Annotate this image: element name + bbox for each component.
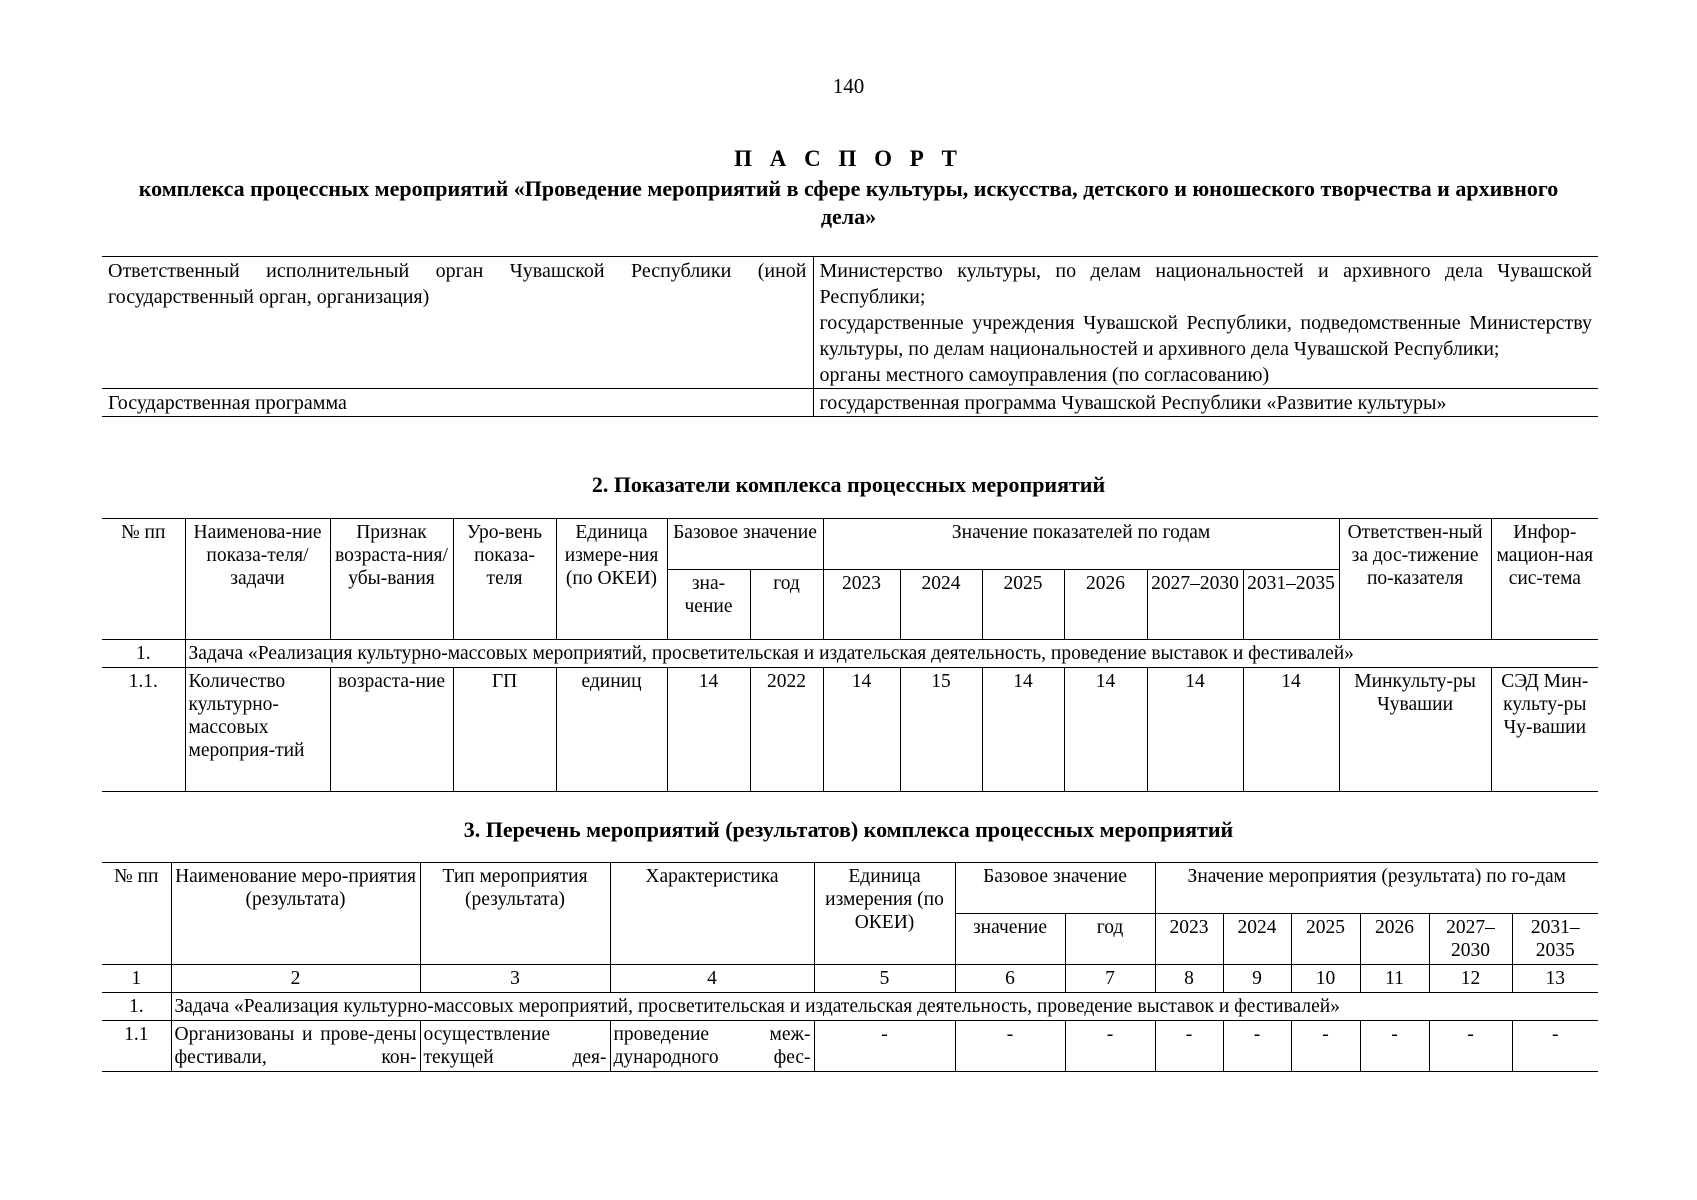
col-header-year: 2031–2035 bbox=[1512, 914, 1598, 965]
info-value-line: государственные учреждения Чувашской Республики, подведомственные Министерству культуры, по делам национальностей и архивного дела Чувашской Республики; bbox=[819, 312, 1592, 360]
row-cell: - bbox=[1065, 1021, 1155, 1072]
row-value: 14 bbox=[1147, 668, 1243, 792]
col-number: 12 bbox=[1429, 965, 1512, 993]
col-header-unit: Единица измере-ния (по ОКЕИ) bbox=[556, 519, 667, 640]
row-value: 14 bbox=[1243, 668, 1339, 792]
info-label: Государственная программа bbox=[102, 389, 813, 417]
row-cell: - bbox=[1512, 1021, 1598, 1072]
task-text: Задача «Реализация культурно-массовых мероприятий, просветительская и издательская деятельность, проведение выставок и фестивалей» bbox=[185, 640, 1598, 668]
col-header-base-value: зна-чение bbox=[667, 570, 750, 640]
info-value-line: Министерство культуры, по делам национальностей и архивного дела Чувашской Республики; bbox=[819, 260, 1592, 308]
col-header-year: 2031–2035 bbox=[1243, 570, 1339, 640]
row-cell: - bbox=[1360, 1021, 1429, 1072]
row-cell: - bbox=[1155, 1021, 1223, 1072]
col-header-year: 2025 bbox=[1291, 914, 1360, 965]
col-header-type: Тип мероприятия (результата) bbox=[420, 863, 610, 965]
row-info-system: СЭД Мин-культу-ры Чу-вашии bbox=[1491, 668, 1598, 792]
section-2-title: 2. Показатели комплекса процессных мероприятий bbox=[591, 472, 1106, 497]
col-number: 10 bbox=[1291, 965, 1360, 993]
col-header-base-year: год bbox=[1065, 914, 1155, 965]
col-number: 4 bbox=[610, 965, 814, 993]
col-number: 13 bbox=[1512, 965, 1598, 993]
info-row-program bbox=[102, 389, 1598, 417]
col-header-num: № пп bbox=[102, 863, 171, 965]
passport-info-table bbox=[102, 256, 1598, 417]
col-header-characteristic: Характеристика bbox=[610, 863, 814, 965]
row-cell: - bbox=[1223, 1021, 1291, 1072]
info-row-responsible bbox=[102, 257, 1598, 389]
row-unit: единиц bbox=[556, 668, 667, 792]
info-value bbox=[813, 257, 1598, 389]
col-header-sign: Признак возраста-ния/ убы-вания bbox=[330, 519, 453, 640]
col-header-base-value: значение bbox=[955, 914, 1065, 965]
col-header-year: 2026 bbox=[1064, 570, 1147, 640]
column-numbers-row bbox=[102, 965, 1598, 993]
row-level: ГП bbox=[453, 668, 556, 792]
document-title: П А С П О Р Т bbox=[734, 146, 963, 171]
row-cell: - bbox=[1291, 1021, 1360, 1072]
task-text: Задача «Реализация культурно-массовых мероприятий, просветительская и издательская деятельность, проведение выставок и фестивалей» bbox=[171, 993, 1598, 1021]
section-3-title: 3. Перечень мероприятий (результатов) комплекса процессных мероприятий bbox=[463, 817, 1234, 842]
col-number: 11 bbox=[1360, 965, 1429, 993]
table-row bbox=[102, 668, 1598, 792]
row-cell: - bbox=[814, 1021, 955, 1072]
col-header-info-system: Инфор-мацион-ная сис-тема bbox=[1491, 519, 1598, 640]
row-name: Количество культурно-массовых мероприя-тий bbox=[185, 668, 330, 792]
col-header-base-year: год bbox=[750, 570, 823, 640]
col-number: 5 bbox=[814, 965, 955, 993]
col-header-year: 2024 bbox=[1223, 914, 1291, 965]
task-row bbox=[102, 640, 1598, 668]
indicators-table bbox=[102, 518, 1598, 792]
row-value: 15 bbox=[900, 668, 982, 792]
col-header-year: 2027–2030 bbox=[1147, 570, 1243, 640]
row-value: 14 bbox=[1064, 668, 1147, 792]
row-value: 14 bbox=[982, 668, 1064, 792]
task-num: 1. bbox=[102, 640, 185, 668]
info-value-line: органы местного самоуправления (по согласованию) bbox=[819, 364, 1270, 386]
row-cell: - bbox=[955, 1021, 1065, 1072]
row-num: 1.1 bbox=[102, 1021, 171, 1072]
col-header-year: 2023 bbox=[1155, 914, 1223, 965]
row-characteristic: проведение меж-дународного фес- bbox=[610, 1021, 814, 1072]
document-subtitle: комплекса процессных мероприятий «Проведение мероприятий в сфере культуры, искусства, детского и юношеского творчества и архивного дела» bbox=[138, 176, 1559, 229]
col-header-unit: Единица измерения (по ОКЕИ) bbox=[814, 863, 955, 965]
info-label: Ответственный исполнительный орган Чувашской Республики (иной государственный орган, организация) bbox=[102, 257, 813, 389]
row-num: 1.1. bbox=[102, 668, 185, 792]
col-header-base: Базовое значение bbox=[955, 863, 1155, 914]
page-number: 140 bbox=[832, 74, 865, 98]
col-header-by-years: Значение показателей по годам bbox=[823, 519, 1339, 570]
row-cell: - bbox=[1429, 1021, 1512, 1072]
row-sign: возраста-ние bbox=[330, 668, 453, 792]
col-number: 7 bbox=[1065, 965, 1155, 993]
col-header-name: Наименова-ние показа-теля/ задачи bbox=[185, 519, 330, 640]
col-number: 8 bbox=[1155, 965, 1223, 993]
col-header-num: № пп bbox=[102, 519, 185, 640]
row-value: 14 bbox=[823, 668, 900, 792]
row-responsible: Минкульту-ры Чувашии bbox=[1339, 668, 1491, 792]
col-header-year: 2025 bbox=[982, 570, 1064, 640]
col-number: 6 bbox=[955, 965, 1065, 993]
col-header-responsible: Ответствен-ный за дос-тижение по-казателя bbox=[1339, 519, 1491, 640]
col-header-year: 2024 bbox=[900, 570, 982, 640]
col-number: 2 bbox=[171, 965, 420, 993]
row-type: осуществление текущей дея- bbox=[420, 1021, 610, 1072]
row-name: Организованы и прове-дены фестивали, кон- bbox=[171, 1021, 420, 1072]
row-base-year: 2022 bbox=[750, 668, 823, 792]
task-num: 1. bbox=[102, 993, 171, 1021]
col-header-by-years: Значение мероприятия (результата) по го-дам bbox=[1155, 863, 1598, 914]
col-header-level: Уро-вень показа-теля bbox=[453, 519, 556, 640]
col-number: 1 bbox=[102, 965, 171, 993]
col-header-year: 2023 bbox=[823, 570, 900, 640]
task-row bbox=[102, 993, 1598, 1021]
col-header-year: 2027–2030 bbox=[1429, 914, 1512, 965]
table-row bbox=[102, 1021, 1598, 1072]
row-base-value: 14 bbox=[667, 668, 750, 792]
activities-table bbox=[102, 862, 1598, 1072]
col-header-name: Наименование меро-приятия (результата) bbox=[171, 863, 420, 965]
info-value: государственная программа Чувашской Республики «Развитие культуры» bbox=[813, 389, 1598, 417]
col-header-base: Базовое значение bbox=[667, 519, 823, 570]
col-number: 9 bbox=[1223, 965, 1291, 993]
col-number: 3 bbox=[420, 965, 610, 993]
col-header-year: 2026 bbox=[1360, 914, 1429, 965]
